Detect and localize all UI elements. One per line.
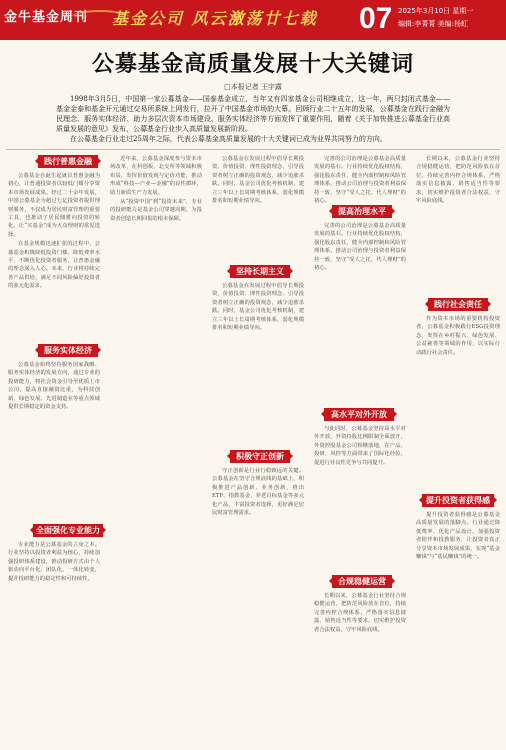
- section-heading-3: 全面强化专业能力: [33, 524, 103, 537]
- editor-credits: 编辑:李菁菁 美编:杨虹: [398, 20, 468, 28]
- section-heading-5: 积极守正创新: [230, 450, 290, 463]
- column-5-paragraph-1: 长期以来，公募基金行业坚持合规稳健运营，把防范风险放在首位，持续完善内控合规体系，严格落实信息披露、销售适当性等要求，切实维护投资者合法权益，守牢风险底线。: [416, 156, 500, 205]
- divider: [6, 149, 500, 150]
- column-4-text-a: [314, 155, 406, 205]
- column-1-paragraph-2: 在基金规模迅速扩张的过程中，公募基金积极降低投资门槛、降低费率水平，不断优化投资者服务，让普惠金融的理念深入人心。未来，行业将持续完善产品供给，满足不同风险偏好投资者的多元化需求。: [8, 241, 100, 290]
- column-1-text-c: [8, 541, 100, 739]
- section-heading-1: 践行普惠金融: [38, 155, 98, 168]
- column-4-text-c: [314, 425, 406, 565]
- lead-paragraph-2: 在公募基金行业走过25周年之际，代表公募基金高质量发展的十大关键词已成为业界共同努力的方向。: [70, 135, 387, 143]
- column-title: 基金公司 风云激荡廿七载: [112, 9, 318, 28]
- column-3-text-b: [212, 282, 304, 440]
- masthead: [0, 0, 506, 40]
- section-heading-8: 合规稳健运营: [332, 575, 392, 588]
- column-4-text-d: [314, 592, 406, 739]
- column-2-paragraph-2: 从“投资中国”到“投资未来”，专业的投研能力是基金公司穿越周期、为投资者创造长期回报的根本保障。: [110, 199, 202, 222]
- section-heading-2: 服务实体经济: [38, 344, 98, 357]
- column-4-paragraph-4: 长期以来，公募基金行业坚持合规稳健运营，把防范风险放在首位，持续完善内控合规体系，严格落实信息披露、销售适当性等要求，切实维护投资者合法权益，守牢风险底线。: [314, 593, 406, 633]
- lead-paragraph: [56, 94, 450, 144]
- column-2-text: [110, 155, 202, 739]
- section-heading-6: 提高治理水平: [332, 205, 392, 218]
- column-1-paragraph-4: 专业能力是公募基金的立身之本。行业坚持以投资者利益为核心，持续加强投研体系建设，推动投研方式由个人驱动向平台化、团队化、一体化转变，提升投研能力的稳定性和可持续性。: [8, 542, 100, 582]
- column-5-text-a: [416, 155, 500, 290]
- column-4-text-b: [314, 222, 406, 397]
- column-3-text-c: [212, 467, 304, 739]
- column-5-text-b: [416, 315, 500, 485]
- column-3-paragraph-1: 公募基金在发展过程中倡导长期投资、价值投资、理性投资理念，引导投资者树立正确的投资观念，减少追涨杀跌。同时，基金公司优化考核机制，建立三年以上长周期考核体系，弱化规模排名和短期业绩导向。: [212, 156, 304, 205]
- column-4-paragraph-1: 完善的公司治理是公募基金高质量发展的基石。行业持续优化股权结构，强化股东责任，健全内部控制和风险管理体系，推动公司治理与投资者利益保持一致，坚守“受人之托、代人理财”的初心。: [314, 156, 406, 205]
- column-5-paragraph-2: 作为资本市场的重要机构投资者，公募基金积极践行ESG投资理念，发挥在乡村振兴、绿色发展、公益慈善等领域的作用，以实际行动践行社会责任。: [416, 316, 500, 356]
- page-number: 07: [359, 2, 393, 35]
- section-heading-10: 提升投资者获得感: [422, 494, 494, 507]
- section-tag: 金牛基金周刊: [4, 10, 89, 25]
- issue-date: 2025年3月10日 星期一: [398, 7, 474, 15]
- column-1-text-a: [8, 172, 100, 332]
- column-4-paragraph-3: 与此同时，公募基金坚持高水平对外开放，外资持股比例限制全面放开，外资控股基金公司相继落地，在产品、投研、风控等方面带来了国际化经验，促进行业良性竞争与共同提升。: [314, 426, 406, 466]
- column-3-paragraph-3: 守正创新是行业行稳致远的关键。公募基金在坚守合规底线的基础上，积极推进产品创新、业务创新，推出ETF、指数基金、养老目标基金等多元化产品，丰富投资者选择，更好满足居民财富管理需求。: [212, 468, 304, 517]
- byline: □本报记者 王宇露: [224, 83, 282, 91]
- column-5-paragraph-3: 提升投资者获得感是公募基金高质量发展的落脚点。行业通过降低费率、优化产品设计、加强投资者陪伴和投教服务，让投资者真正分享资本市场发展成果，实现“基金赚钱”与“基民赚钱”的统一。: [416, 512, 500, 561]
- section-heading-7: 高水平对外开放: [324, 408, 394, 421]
- column-4-paragraph-2: 完善的公司治理是公募基金高质量发展的基石。行业持续优化股权结构，强化股东责任，健全内部控制和风险管理体系，推动公司治理与投资者利益保持一致，坚守“受人之托、代人理财”的初心。: [314, 223, 406, 272]
- section-heading-4: 坚持长期主义: [230, 265, 290, 278]
- column-3-text-a: [212, 155, 304, 255]
- column-3-paragraph-2: 公募基金在发展过程中倡导长期投资、价值投资、理性投资理念，引导投资者树立正确的投资观念，减少追涨杀跌。同时，基金公司优化考核机制，建立三年以上长周期考核体系，弱化规模排名和短期业绩导向。: [212, 283, 304, 332]
- column-1-paragraph-1: 公募基金自诞生起就以普惠金融为初心，让普通投资者以较低门槛分享资本市场发展成果。经过二十余年发展，中国公募基金为超过七亿投资者提供理财服务，不仅成为居民财富管理的重要工具，也推动了居民储蓄向投资的转化，让“买基金”成为大众理财的常见选择。: [8, 173, 100, 238]
- column-1-text-b: [8, 361, 100, 511]
- article-title: 公募基金高质量发展十大关键词: [91, 52, 414, 77]
- column-1-paragraph-3: 公募基金始终坚持服务国家战略、服务实体经济的发展方向，通过专业的投研能力，将社会资金引导至优质上市公司，提高直接融资比重，为科技创新、绿色发展、先进制造业等重点领域提供长期稳定的资金支持。: [8, 362, 100, 411]
- lead-paragraph-1: 1998年3月5日，中国第一家公募基金——国泰基金成立，当年又有四家基金公司相继成立，这一年，两只封闭式基金——基金金泰和基金开元通过交易所系统上网发行，拉开了中国基金市场的大幕。回顾行业二十五年的发展，公募基金在践行金融为民理念、服务实体经济、助力多层次资本市场建设、服务实体经济等方面发挥了重要作用，随着《关于加快推进公募基金行业高质量发展的意见》发布，公募基金行业步入高质量发展新阶段。: [56, 95, 450, 133]
- column-5-text-c: [416, 511, 500, 733]
- column-2-paragraph-1: 近年来，公募基金深度参与资本市场改革，在科创板、北交所等领域积极布局，发挥价值发现与定价功能，推动形成“科技—产业—金融”的良性循环，助力新质生产力发展。: [110, 156, 202, 196]
- section-heading-9: 践行社会责任: [428, 298, 488, 311]
